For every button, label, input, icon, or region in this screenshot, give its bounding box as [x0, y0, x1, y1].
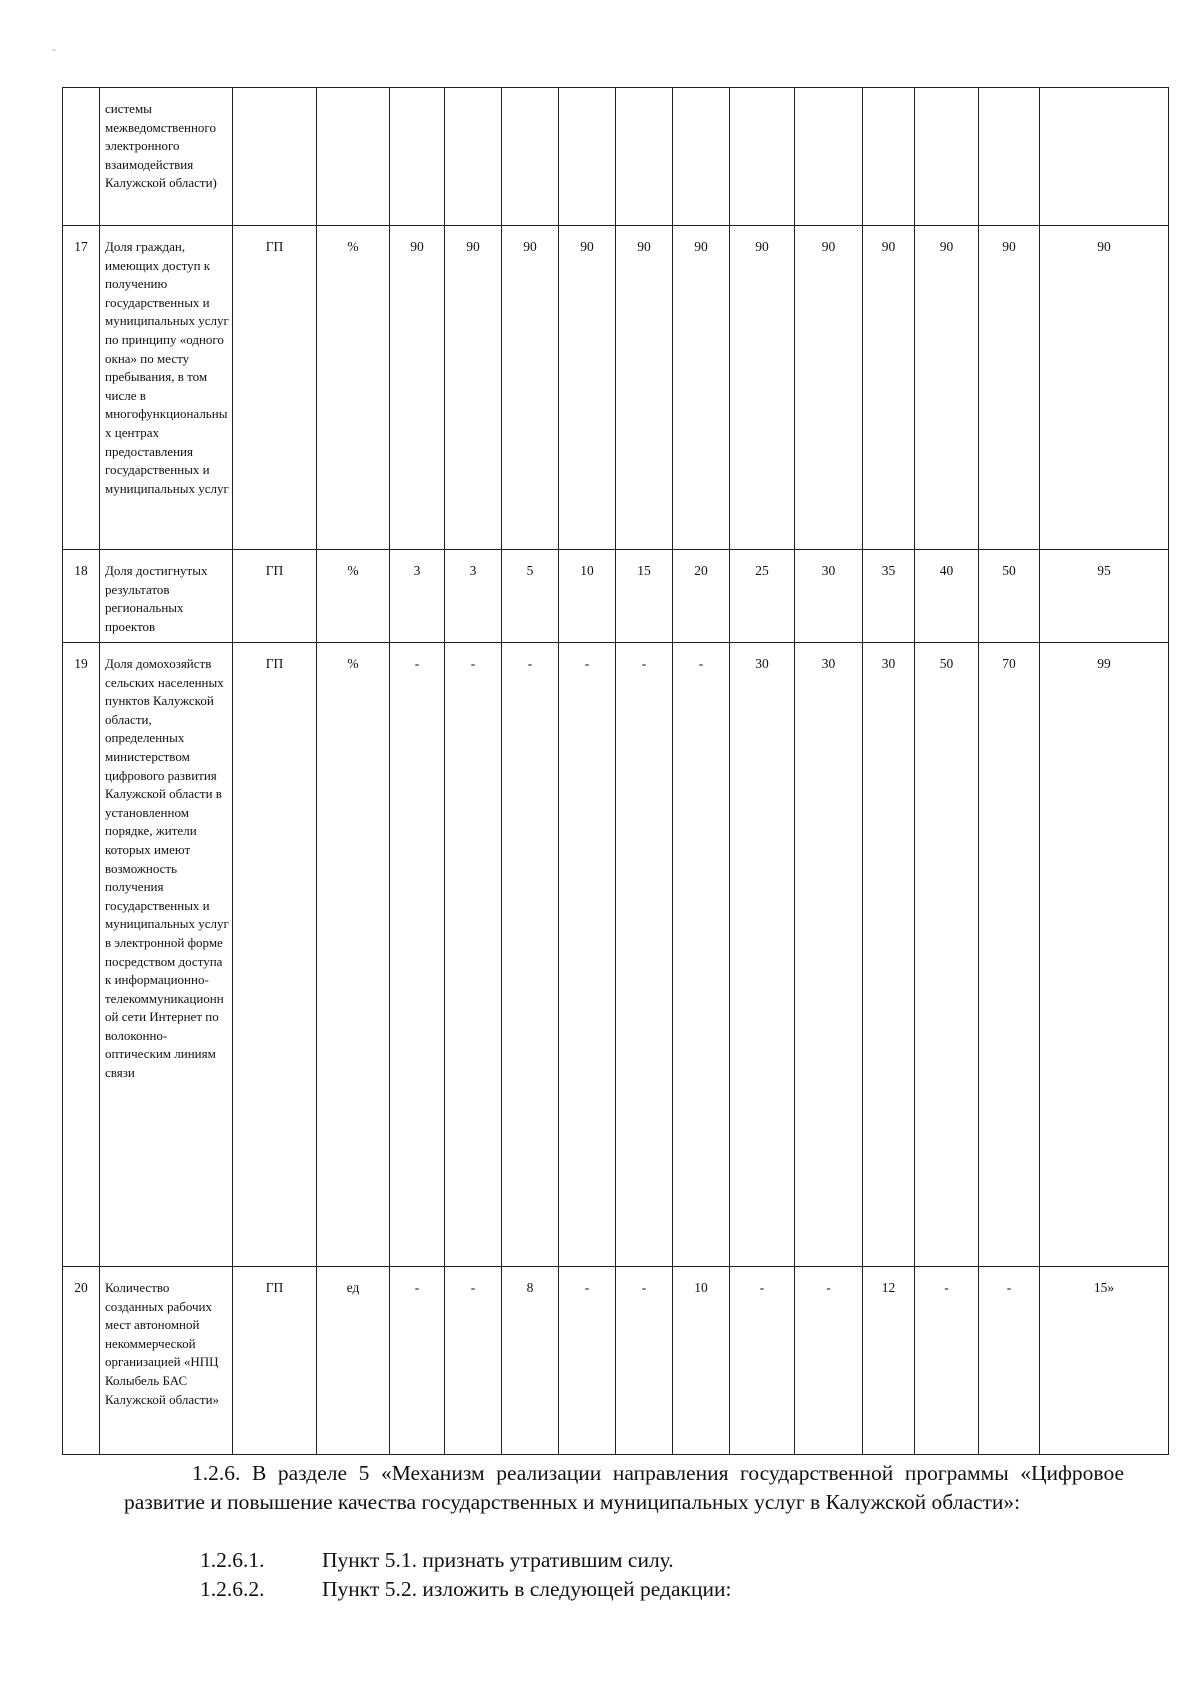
value-cell: 12: [863, 1267, 915, 1455]
value-cell: 50: [979, 550, 1040, 643]
value-cell: 70: [979, 643, 1040, 1267]
value-cell: 50: [915, 643, 979, 1267]
value-cell: 30: [730, 643, 795, 1267]
item-1-2-6-2-text: Пункт 5.2. изложить в следующей редакции:: [322, 1577, 732, 1601]
value-cell: -: [673, 643, 730, 1267]
unit-cell: [317, 88, 390, 226]
value-cell: 90: [673, 226, 730, 550]
row-number-cell: 17: [63, 226, 100, 550]
row-number-cell: 19: [63, 643, 100, 1267]
value-cell: [502, 88, 559, 226]
value-cell: [863, 88, 915, 226]
value-cell: 30: [795, 550, 863, 643]
table-row: [63, 88, 1169, 226]
value-cell: 10: [559, 550, 616, 643]
unit-cell: %: [317, 643, 390, 1267]
program-cell: ГП: [233, 1267, 317, 1455]
value-cell: 3: [390, 550, 445, 643]
value-cell: 90: [730, 226, 795, 550]
value-cell: 30: [795, 643, 863, 1267]
value-cell: -: [730, 1267, 795, 1455]
item-1-2-6-1-text: Пункт 5.1. признать утратившим силу.: [322, 1548, 674, 1572]
table-row: [63, 226, 1169, 550]
value-cell: 90: [616, 226, 673, 550]
value-cell: [673, 88, 730, 226]
value-cell: -: [559, 1267, 616, 1455]
program-cell: ГП: [233, 550, 317, 643]
value-cell: -: [390, 1267, 445, 1455]
value-cell: 5: [502, 550, 559, 643]
value-cell: -: [502, 643, 559, 1267]
value-cell: [730, 88, 795, 226]
unit-cell: %: [317, 226, 390, 550]
value-cell: -: [390, 643, 445, 1267]
value-cell: 95: [1040, 550, 1169, 643]
program-cell: ГП: [233, 226, 317, 550]
value-cell: -: [915, 1267, 979, 1455]
table-row: [63, 1267, 1169, 1455]
indicator-name-cell: Количество созданных рабочих мест автономной некоммерческой организацией «НПЦ Колыбель БАС Калужской области»: [100, 1267, 233, 1455]
value-cell: -: [616, 1267, 673, 1455]
row-number-cell: [63, 88, 100, 226]
value-cell: 25: [730, 550, 795, 643]
program-cell: ГП: [233, 643, 317, 1267]
value-cell: 30: [863, 643, 915, 1267]
value-cell: [445, 88, 502, 226]
value-cell: 90: [863, 226, 915, 550]
value-cell: 40: [915, 550, 979, 643]
value-cell: 90: [445, 226, 502, 550]
value-cell: -: [979, 1267, 1040, 1455]
value-cell: 99: [1040, 643, 1169, 1267]
scan-speck: -: [52, 42, 56, 56]
indicator-name-cell: Доля домохозяйств сельских населенных пунктов Калужской области, определенных министерством цифрового развития Калужской области в установленном порядке, жители которых имеют возможность получения государственных и муниципальных услуг в электронной форме посредством доступа к информационно-телекоммуникационной сети Интернет по волоконно-оптическим линиям связи: [100, 643, 233, 1267]
table-row: [63, 550, 1169, 643]
value-cell: 3: [445, 550, 502, 643]
value-cell: [616, 88, 673, 226]
program-cell: [233, 88, 317, 226]
value-cell: -: [616, 643, 673, 1267]
value-cell: [795, 88, 863, 226]
value-cell: 20: [673, 550, 730, 643]
value-cell: 90: [390, 226, 445, 550]
value-cell: -: [795, 1267, 863, 1455]
unit-cell: %: [317, 550, 390, 643]
unit-cell: ед: [317, 1267, 390, 1455]
value-cell: 90: [979, 226, 1040, 550]
value-cell: 90: [559, 226, 616, 550]
value-cell: 15: [616, 550, 673, 643]
paragraph-1-2-6: [124, 1459, 1124, 1517]
value-cell: [915, 88, 979, 226]
indicators-table: [62, 87, 1169, 1455]
value-cell: 90: [502, 226, 559, 550]
value-cell: [559, 88, 616, 226]
value-cell: 8: [502, 1267, 559, 1455]
paragraph-text: 1.2.6. В разделе 5 «Механизм реализации направления государственной программы «Цифровое развитие и повышение качества государственных и муниципальных услуг в Калужской области»:: [124, 1461, 1124, 1514]
value-cell: [1040, 88, 1169, 226]
item-1-2-6-1-number: 1.2.6.1.: [200, 1548, 265, 1572]
row-number-cell: 20: [63, 1267, 100, 1455]
value-cell: 15»: [1040, 1267, 1169, 1455]
value-cell: 90: [915, 226, 979, 550]
value-cell: 35: [863, 550, 915, 643]
value-cell: [390, 88, 445, 226]
indicator-name-cell: Доля достигнутых результатов региональных проектов: [100, 550, 233, 643]
indicator-name-cell: системы межведомственного электронного взаимодействия Калужской области): [100, 88, 233, 226]
row-number-cell: 18: [63, 550, 100, 643]
value-cell: [979, 88, 1040, 226]
value-cell: -: [445, 643, 502, 1267]
table-row: [63, 643, 1169, 1267]
indicator-name-cell: Доля граждан, имеющих доступ к получению государственных и муниципальных услуг по принципу «одного окна» по месту пребывания, в том числе в многофункциональных центрах предоставления государственных и муниципальных услуг: [100, 226, 233, 550]
value-cell: 10: [673, 1267, 730, 1455]
value-cell: -: [445, 1267, 502, 1455]
value-cell: 90: [1040, 226, 1169, 550]
value-cell: -: [559, 643, 616, 1267]
item-1-2-6-2-number: 1.2.6.2.: [200, 1577, 265, 1601]
value-cell: 90: [795, 226, 863, 550]
